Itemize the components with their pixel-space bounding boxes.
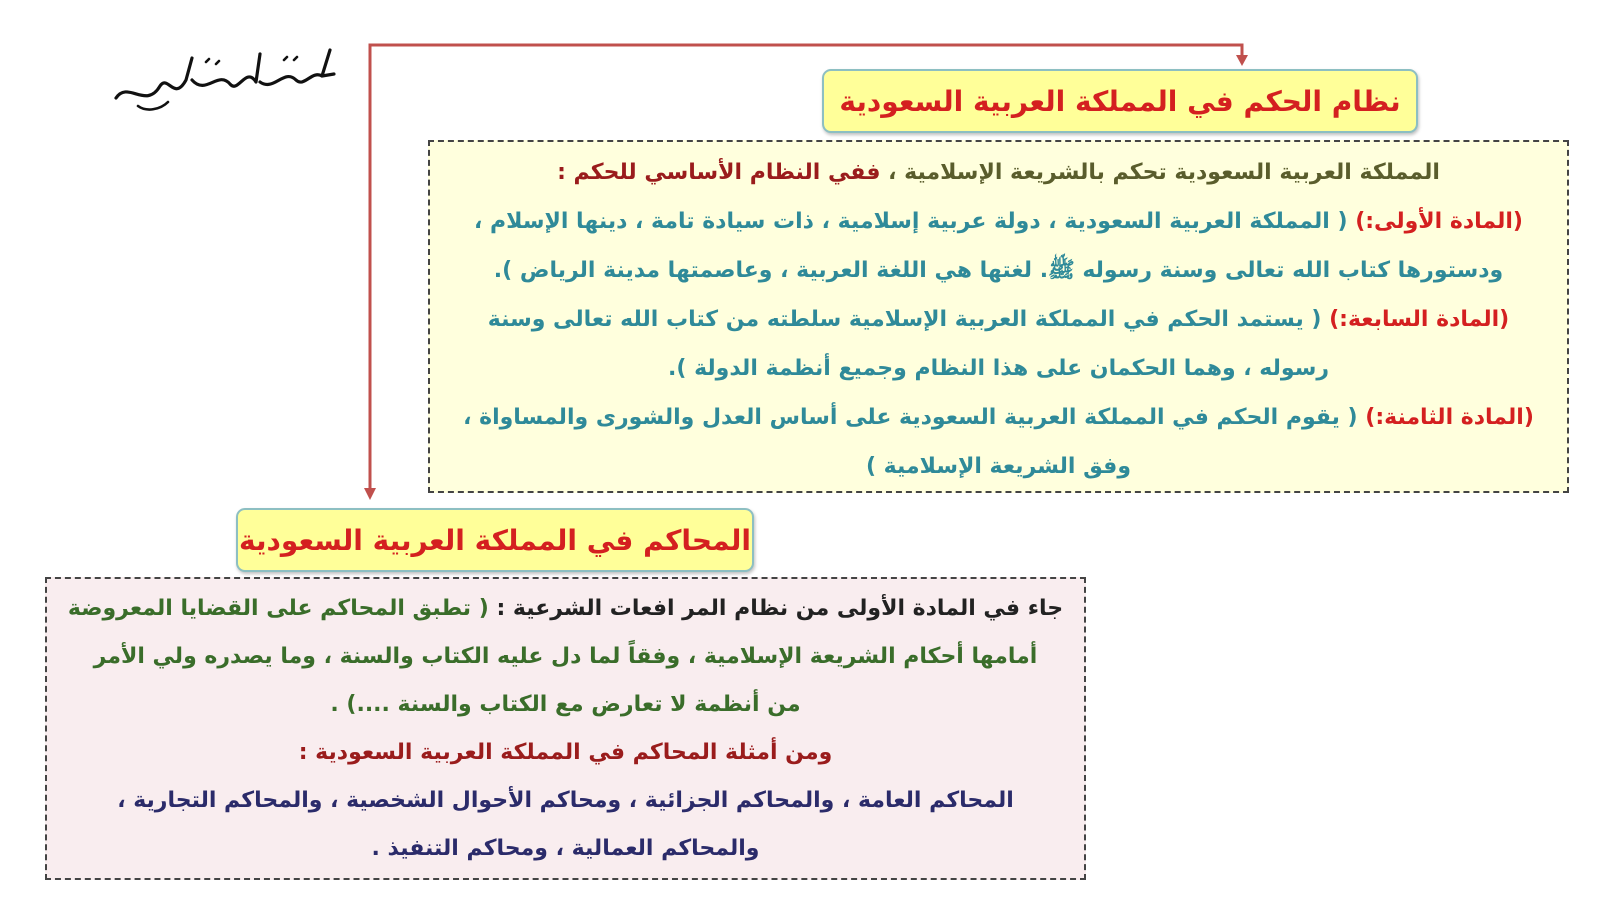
section-title-courts (236, 508, 754, 572)
author-signature-image (108, 40, 338, 112)
article-8-label: (المادة الثامنة:) (1365, 405, 1534, 430)
article-8-continuation: وفق الشريعة الإسلامية ) (865, 454, 1132, 479)
article-1-line: (المادة الأولى:) ( المملكة العربية السعودية ، دولة عربية إسلامية ، ذات سيادة تامة ، دينها الإسلام ، (474, 209, 1523, 234)
article-1-continuation: ودستورها كتاب الله تعالى وسنة رسوله ﷺ. لغتها هي اللغة العربية ، وعاصمتها مدينة الرياض ). (493, 258, 1504, 283)
courts-text-line-2: أمامها أحكام الشريعة الإسلامية ، وفقاً لما دل عليه الكتاب والسنة ، وما يصدره ولي الأمر (93, 644, 1038, 669)
courts-examples-heading: ومن أمثلة المحاكم في المملكة العربية السعودية : (298, 740, 833, 765)
governance-intro-line: المملكة العربية السعودية تحكم بالشريعة الإسلامية ، ففي النظام الأساسي للحكم : (557, 160, 1440, 185)
article-1-label: (المادة الأولى:) (1355, 209, 1523, 234)
courts-examples-line-2: والمحاكم العمالية ، ومحاكم التنفيذ . (371, 836, 760, 861)
courts-info-box (45, 577, 1086, 880)
section-title-governance-text: نظام الحكم في المملكة العربية السعودية (839, 84, 1401, 118)
section-title-governance (822, 69, 1418, 133)
article-7-label: (المادة السابعة:) (1329, 307, 1510, 332)
article-8-line: (المادة الثامنة:) ( يقوم الحكم في المملكة العربية السعودية على أساس العدل والشورى والمساواة ، (463, 405, 1534, 430)
article-7-continuation: رسوله ، وهما الحكمان على هذا النظام وجميع أنظمة الدولة ). (668, 356, 1329, 381)
courts-intro-line: جاء في المادة الأولى من نظام المر افعات الشرعية : ( تطبق المحاكم على القضايا المعروضة (67, 596, 1064, 621)
governance-articles-box (428, 140, 1569, 493)
section-title-courts-text: المحاكم في المملكة العربية السعودية (239, 523, 751, 557)
article-7-line: (المادة السابعة:) ( يستمد الحكم في المملكة العربية الإسلامية سلطته من كتاب الله تعالى وسنة (487, 307, 1510, 332)
courts-text-line-3: من أنظمة لا تعارض مع الكتاب والسنة ....) . (330, 692, 801, 717)
courts-examples-line-1: المحاكم العامة ، والمحاكم الجزائية ، ومحاكم الأحوال الشخصية ، والمحاكم التجارية ، (117, 788, 1014, 813)
